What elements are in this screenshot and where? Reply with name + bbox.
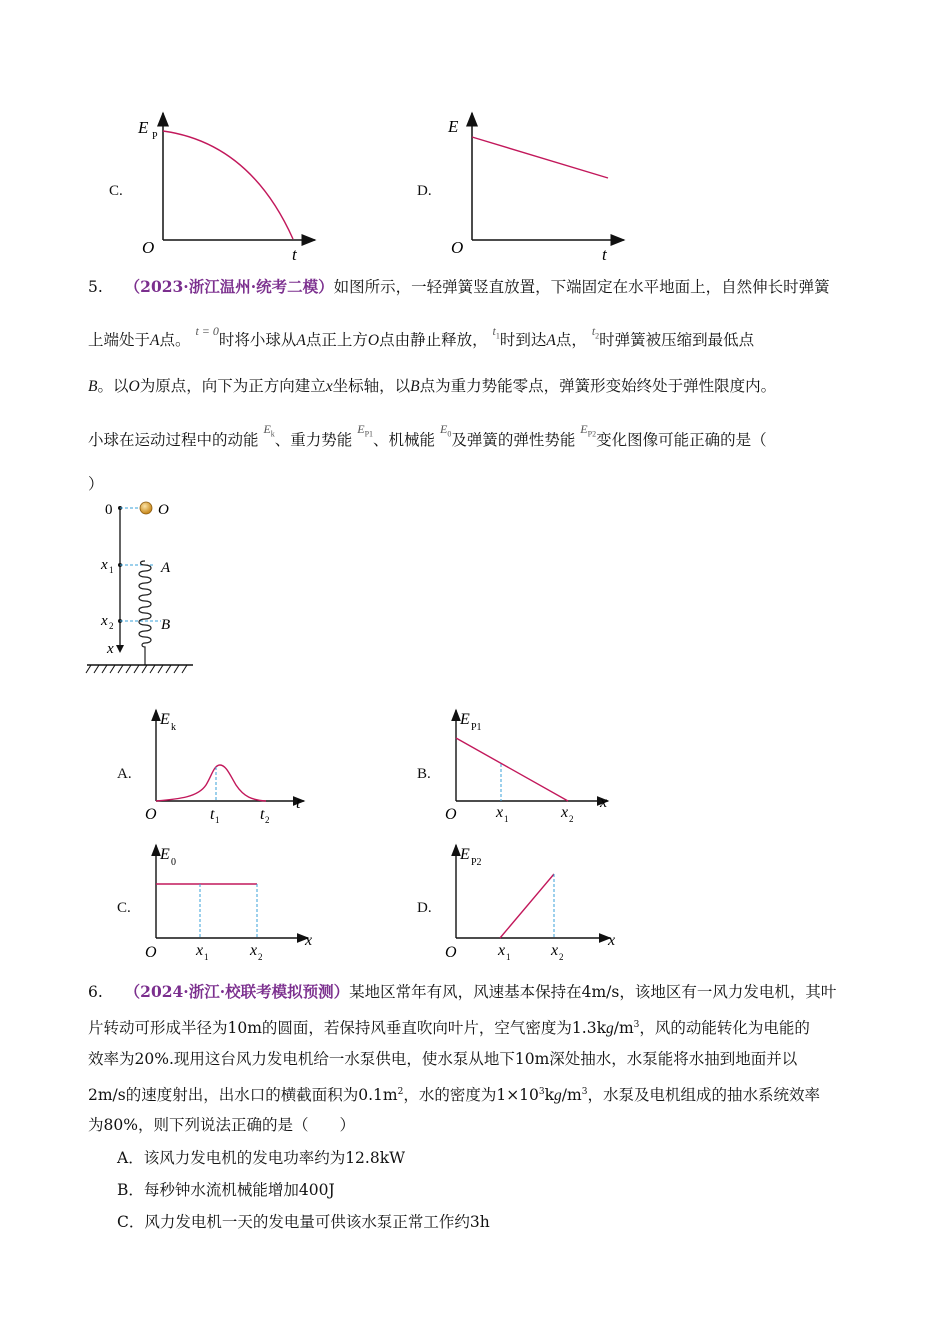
y-label: E — [448, 117, 459, 136]
q5-option-c-label[interactable]: C. — [117, 900, 131, 916]
t2-label-sub: 2 — [265, 815, 270, 825]
q6-text-4b: ，水的密度为1×10 — [403, 1086, 539, 1105]
x1-label: x — [496, 804, 504, 821]
q6-text-2b: /m — [613, 1019, 634, 1038]
zero-label: 0 — [105, 502, 113, 518]
q4-option-c-label[interactable]: C. — [109, 183, 123, 199]
ep-curve — [163, 131, 293, 239]
q6-sup: 3 — [633, 1020, 640, 1030]
a-label: A — [161, 560, 171, 576]
x1-label: x — [101, 557, 108, 573]
q5-number: 5. — [88, 278, 103, 296]
point-a-label: A — [150, 332, 160, 349]
x-label: x — [608, 932, 616, 949]
q5-line-2 — [88, 324, 755, 356]
origin-label: O — [145, 944, 157, 961]
e-line — [472, 137, 608, 178]
x-label: x — [600, 794, 608, 811]
q5-line-4 — [88, 422, 767, 456]
q5-option-a-label[interactable]: A. — [117, 766, 132, 782]
o-label: O — [158, 502, 169, 518]
t2-symbol: t2 — [591, 324, 600, 341]
ground-hatch — [86, 665, 187, 673]
y-label: E — [460, 846, 470, 863]
y-label-sub: P — [152, 131, 158, 142]
t2-label: t — [260, 806, 265, 823]
q5-option-b-label[interactable]: B. — [417, 766, 431, 782]
q5-source: （2023·浙江温州·统考二模） — [124, 277, 334, 296]
t1-symbol: t1 — [492, 324, 500, 341]
q4-option-d-label[interactable]: D. — [417, 183, 432, 199]
x1-label-sub: 1 — [504, 814, 509, 824]
point-b-label: B — [410, 378, 420, 395]
origin-label: O — [445, 806, 457, 823]
q6-sup: 3 — [581, 1087, 588, 1097]
q6-source: （2024·浙江·校联考模拟预测） — [124, 982, 350, 1001]
ek-curve — [156, 765, 266, 801]
point-o-label: O — [367, 332, 380, 349]
q5-text-3c: 坐标轴，以 — [332, 377, 411, 395]
q5-option-d-graph[interactable] — [440, 840, 625, 965]
q5-text-3b: 为原点，向下为正方向建立 — [139, 377, 326, 395]
y-label-sub: 0 — [171, 857, 176, 868]
axis-arrow — [116, 645, 124, 653]
q6-line-3: 效率为20%.现用这台风力发电机给一水泵供电，使水泵从地下10m深处抽水，水泵能将水抽到地面并以 — [88, 1050, 798, 1068]
q6-text-4e: ，水泵及电机组成的抽水系统效率 — [587, 1086, 820, 1105]
q5-text-3a: 。以 — [97, 377, 129, 395]
x1-label-sub: 1 — [506, 952, 511, 962]
ep1-symbol: EP1 — [357, 422, 374, 439]
q6-line-5: 为80%，则下列说法正确的是（ ） — [88, 1116, 355, 1134]
q5-option-a-graph[interactable] — [140, 705, 320, 830]
x-label: t — [292, 245, 297, 260]
x-label: t — [296, 795, 301, 812]
q5-text-2a: 上端处于 — [88, 331, 151, 349]
x-label: x — [305, 932, 313, 949]
q5-text-2h: 时弹簧被压缩到最低点 — [599, 331, 755, 349]
y-label: E — [160, 711, 170, 728]
q5-text-2c: 时将小球从 — [218, 331, 297, 349]
e0-symbol: E0 — [440, 422, 452, 439]
q6-line-2 — [88, 1015, 810, 1039]
x2-label: x — [551, 942, 559, 959]
x1-label-sub: 1 — [204, 952, 209, 962]
ep1-line — [456, 738, 568, 801]
origin-label: O — [145, 806, 157, 823]
x2-label: x — [101, 613, 108, 629]
q5-text-2f: 时到达 — [499, 331, 547, 349]
y-label: E — [138, 118, 149, 137]
ep2-line — [500, 874, 554, 938]
x2-label: x — [250, 942, 258, 959]
t1-label: t — [210, 806, 215, 823]
spring-top — [141, 561, 146, 565]
x-label: x — [107, 641, 114, 657]
q4-option-c-graph[interactable] — [130, 105, 330, 260]
x2-label-sub: 2 — [569, 814, 574, 824]
q5-option-b-graph[interactable] — [440, 705, 620, 830]
x2-label-sub: 2 — [258, 952, 263, 962]
point-a-label: A — [296, 332, 306, 349]
spring-figure — [85, 495, 205, 677]
q6-line-1 — [88, 982, 836, 1002]
q6-choice-a[interactable]: A．该风力发电机的发电功率约为12.8kW — [117, 1149, 406, 1167]
q5-line-3 — [88, 376, 776, 397]
origin-label: O — [445, 944, 457, 961]
q5-text-4a: 小球在运动过程中的动能 — [88, 431, 259, 449]
ball — [140, 502, 152, 514]
q6-number: 6. — [88, 983, 103, 1001]
y-label-sub: k — [171, 722, 176, 733]
q5-text-2e: 点由静止释放， — [379, 331, 488, 349]
y-label-sub: P2 — [471, 857, 482, 868]
q6-text-4a: 2m/s的速度射出，出水口的横截面积为0.1m — [88, 1086, 398, 1105]
q6-sup: 2 — [397, 1087, 404, 1097]
q6-line-4 — [88, 1082, 820, 1106]
q6-text-4d: /m — [561, 1086, 582, 1105]
q5-option-c-graph[interactable] — [140, 840, 320, 965]
q5-text-3d: 点为重力势能零点，弹簧形变始终处于弹性限度内。 — [419, 377, 777, 395]
origin-label: O — [451, 238, 464, 257]
q5-text-4c: 、机械能 — [373, 431, 436, 449]
x1-label-sub: 1 — [109, 565, 114, 575]
q5-text-2g: 点， — [555, 331, 587, 349]
t-zero-symbol: t = 0 — [195, 324, 219, 338]
q6-text-2c: ，风的动能转化为电能的 — [639, 1019, 810, 1038]
y-label-sub: P1 — [471, 722, 482, 733]
q6-unit-g: g — [605, 1020, 614, 1038]
x2-label-sub: 2 — [109, 621, 114, 631]
x1-label: x — [498, 942, 506, 959]
point-b-label: B — [88, 378, 98, 395]
ek-symbol: Ek — [263, 422, 275, 439]
q6-choice-b[interactable]: B．每秒钟水流机械能增加400J — [117, 1181, 335, 1199]
x1-label: x — [196, 942, 204, 959]
t1-label-sub: 1 — [215, 815, 220, 825]
q6-text-1: 某地区常年有风，风速基本保持在4m/s，该地区有一风力发电机，其叶 — [349, 983, 837, 1001]
q5-text-2b: 点。 — [159, 331, 191, 349]
point-a-label: A — [546, 332, 556, 349]
ep2-symbol: EP2 — [580, 422, 597, 439]
q6-text-2a: 片转动可形成半径为10m的圆面，若保持风垂直吹向叶片，空气密度为1.3k — [88, 1019, 606, 1038]
q5-text-4b: 、重力势能 — [274, 431, 353, 449]
x2-label: x — [561, 804, 569, 821]
origin-label: O — [142, 238, 155, 257]
y-label: E — [160, 846, 170, 863]
q6-sup: 3 — [538, 1087, 545, 1097]
y-label: E — [460, 711, 470, 728]
x2-label-sub: 2 — [559, 952, 564, 962]
q5-text-2d: 点正上方 — [305, 331, 368, 349]
q5-text-4e: 变化图像可能正确的是（ — [596, 431, 767, 449]
q5-line-5: ） — [88, 475, 104, 493]
q5-option-d-label[interactable]: D. — [417, 900, 432, 916]
q6-text-4c: k — [544, 1086, 555, 1105]
q5-line-1 — [88, 277, 830, 297]
spring-coil — [139, 565, 151, 665]
x-symbol: x — [325, 378, 333, 395]
q4-option-d-graph[interactable] — [440, 105, 640, 260]
q6-choice-c[interactable]: C．风力发电机一天的发电量可供该水泵正常工作约3h — [117, 1213, 490, 1231]
q5-text-1: 如图所示，一轻弹簧竖直放置，下端固定在水平地面上，自然伸长时弹簧 — [333, 278, 830, 296]
point-o-label: O — [128, 378, 140, 395]
x-label: t — [602, 245, 607, 260]
b-label: B — [161, 617, 171, 633]
q5-text-4d: 及弹簧的弹性势能 — [451, 431, 576, 449]
q6-unit-g: g — [554, 1087, 562, 1105]
